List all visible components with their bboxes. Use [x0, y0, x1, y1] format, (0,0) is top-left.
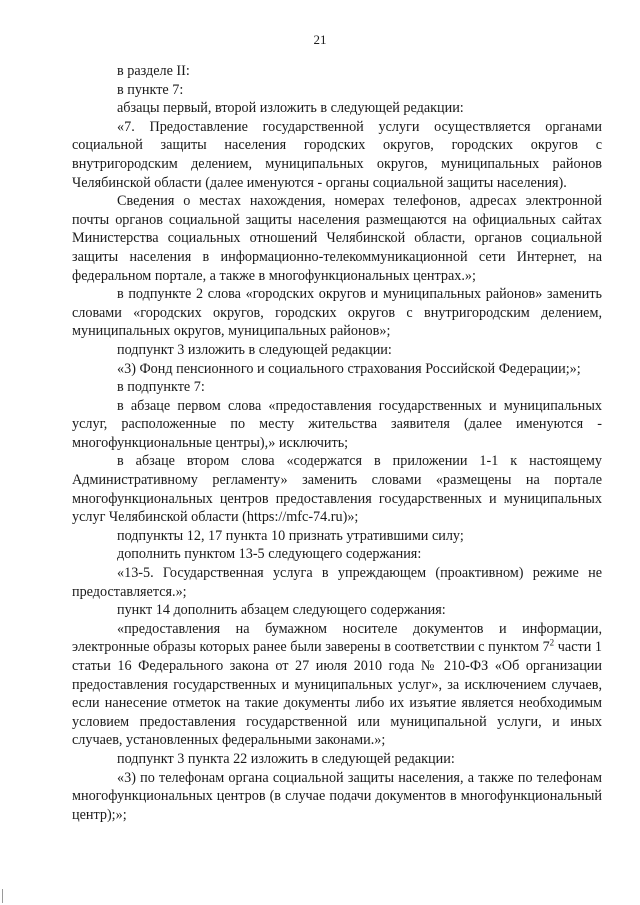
paragraph: Сведения о местах нахождения, номерах телефонов, адресах электронной почты органов социальной защиты населения размещаются на официальных сайтах Министерства социальных отношений Челябинской области, органов социальной защиты населения в информационно-телекоммуникационной сети Интернет, на федеральном портале, а также в многофункциональных центрах.»; — [72, 193, 602, 284]
scan-edge-mark — [2, 889, 9, 903]
paragraph: в абзаце первом слова «предоставления государственных и муниципальных услуг, расположенные по месту жительства заявителя (далее именуются - многофункциональные центры),» исключить; — [72, 397, 602, 451]
paragraph: в разделе II: — [117, 63, 190, 79]
paragraph: в абзаце втором слова «содержатся в приложении 1-1 к настоящему Административному регламенту» заменить словами «размещены на портале многофункциональных центров предоставления государственных и муниципальных услуг Челябинской области (https://mfc-74.ru)»; — [72, 453, 602, 526]
paragraph: «3) по телефонам органа социальной защиты населения, а также по телефонам многофункциональных центров (в случае подачи документов в многофункциональный центр);»; — [72, 769, 602, 823]
paragraph-with-footnote — [72, 620, 602, 750]
paragraph: подпункты 12, 17 пункта 10 признать утратившими силу; — [117, 527, 464, 544]
paragraph: абзацы первый, второй изложить в следующей редакции: — [117, 100, 464, 117]
paragraph-text: части 1 статьи 16 Федерального закона от 27 июля 2010 года № 210-ФЗ «Об организации предоставления государственных и муниципальных услуг», за исключением случаев, если нанесение отметок на такие документы либо их изъятие является необходимым условием предоставления государственной или муниципальной услуги, и иных случаев, установленных федеральными законами.»; — [72, 639, 602, 749]
paragraph: в пункте 7: — [117, 81, 184, 98]
paragraph: подпункт 3 изложить в следующей редакции: — [117, 341, 392, 358]
paragraph: «13-5. Государственная услуга в упреждающем (проактивном) режиме не предоставляется.»; — [72, 565, 602, 600]
paragraph: дополнить пунктом 13-5 следующего содержания: — [117, 546, 422, 563]
document-body — [72, 62, 602, 824]
paragraph: в подпункте 7: — [117, 379, 205, 396]
page-number: 21 — [313, 32, 327, 47]
paragraph: в подпункте 2 слова «городских округов и муниципальных районов» заменить словами «городских округов, городских округов с внутригородским делением, муниципальных округов, муниципальных районов»; — [72, 286, 602, 340]
superscript: 2 — [549, 637, 555, 648]
paragraph: «7. Предоставление государственной услуги осуществляется органами социальной защиты населения городских округов, городских округов с внутригородским делением, муниципальных округов, муниципальных районов Челябинской области (далее именуются - органы социальной защиты населения). — [72, 118, 602, 191]
paragraph: «3) Фонд пенсионного и социального страхования Российской Федерации;»; — [117, 360, 581, 377]
paragraph: пункт 14 дополнить абзацем следующего содержания: — [117, 602, 446, 619]
paragraph: подпункт 3 пункта 22 изложить в следующей редакции: — [117, 750, 455, 767]
paragraph-text: «предоставления на бумажном носителе документов и информации, электронные образы которых ранее были заверены в соответствии с пунктом 7 — [72, 620, 602, 656]
